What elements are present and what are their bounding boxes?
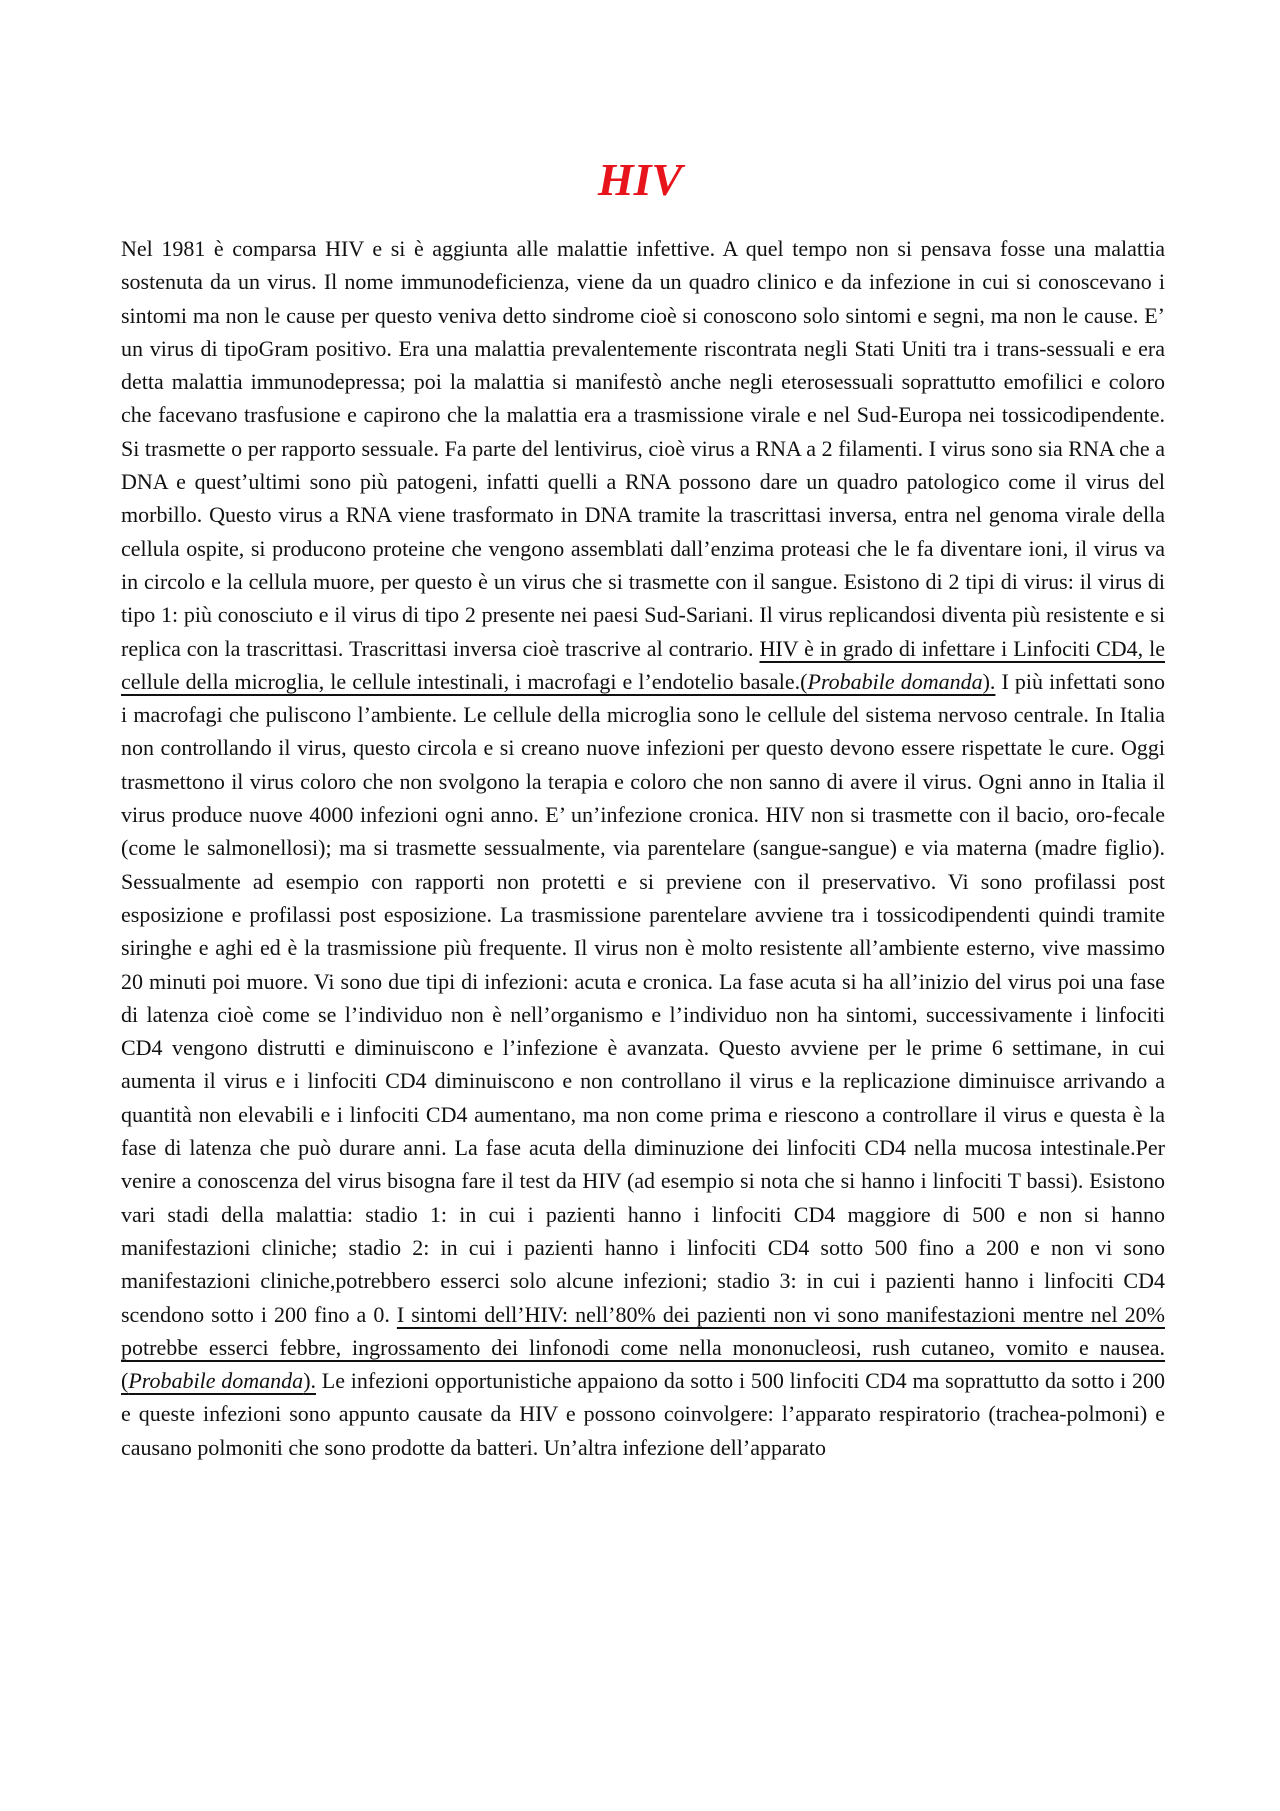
body-segment: I più infettati sono i macrofagi che puliscono l’ambiente. Le cellule della microglia sono le cellule del sistema nervoso centrale. In Italia non controllando il virus, questo circola e si creano nuove infezioni per questo devono essere rispettate le cure. Oggi trasmettono il virus coloro che non svolgono la terapia e coloro che non sanno di avere il virus. Ogni anno in Italia il virus produce nuove 4000 infezioni ogni anno. E’ un’infezione cronica. HIV non si trasmette con il bacio, oro-fecale (come le salmonellosi); ma si trasmette sessualmente, via parentelare (sangue-sangue) e via materna (madre figlio). Sessualmente ad esempio con rapporti non protetti e si previene con il preservativo. Vi sono profilassi post esposizione e profilassi post esposizione. La trasmissione parentelare avviene tra i tossicodipendenti quindi tramite siringhe e aghi ed è la trasmissione più frequente. Il virus non è molto resistente all’ambiente esterno, vive massimo 20 minuti poi muore. Vi sono due tipi di infezioni: acuta e cronica. La fase acuta si ha all’inizio del virus poi una fase di latenza cioè come se l’individuo non è nell’organismo e l’individuo non ha sintomi, successivamente i linfociti CD4 vengono distrutti e diminuiscono e l’infezione è avanzata. Questo avviene per le prime 6 settimane, in cui aumenta il virus e i linfociti CD4 diminuiscono e non controllano il virus e la replicazione diminuisce arrivando a quantità non elevabili e i linfociti CD4 aumentano, ma non come prima e riescono a controllare il virus e questa è la fase di latenza che può durare anni. La fase acuta della diminuzione dei linfociti CD4 nella mucosa intestinale.Per venire a conoscenza del virus bisogna fare il test da HIV (ad esempio si nota che si hanno i linfociti T bassi). Esistono vari stadi della malattia: stadio 1: in cui i pazienti hanno i linfociti CD4 maggiore di 500 e non si hanno manifestazioni cliniche; stadio 2: in cui i pazienti hanno i linfociti CD4 sotto 500 fino a 200 e non vi sono manifestazioni cliniche,potrebbero esserci solo alcune infezioni; stadio 3: in cui i pazienti hanno i linfociti CD4 scendono sotto i 200 fino a 0. [121,668,1166,1327]
body-segment: Le infezioni opportunistiche appaiono da sotto i 500 linfociti CD4 ma soprattutto da sotto i 200 e queste infezioni sono appunto causate da HIV e possono coinvolgere: l’apparato respiratorio (trachea-polmoni) e causano polmoniti che sono prodotte da batteri. Un’altra infezione dell’apparato [121,1368,1166,1460]
probable-question-label: Probabile domanda [807,668,983,694]
underlined-exam-note: HIV è in grado di infettare i Linfociti CD4, le cellule della microglia, le cellule intestinali, i macrofagi e l’endotelio basale.( [121,635,1165,694]
document-title: HIV [597,154,683,205]
underlined-symptoms-note: I sintomi dell’HIV: nell’80% dei pazienti non vi sono manifestazioni mentre nel 20% potrebbe esserci febbre, ingrossamento dei linfonodi come nella mononucleosi, rush cutaneo, vomito e nausea.( [121,1301,1165,1394]
document-body [121,232,1165,1464]
underlined-exam-note-end: ). [982,668,996,694]
underlined-symptoms-note-end: ). [303,1368,317,1394]
probable-question-label: Probabile domanda [128,1368,304,1394]
body-segment: Nel 1981 è comparsa HIV e si è aggiunta alle malattie infettive. A quel tempo non si pensava fosse una malattia sostenuta da un virus. Il nome immunodeficienza, viene da un quadro clinico e da infezione in cui si conoscevano i sintomi ma non le cause per questo veniva detto sindrome cioè si conoscono solo sintomi e segni, ma non le cause. E’ un virus di tipoGram positivo. Era una malattia prevalentemente riscontrata negli Stati Uniti tra i trans-sessuali e era detta malattia immunodepressa; poi la malattia si manifestò anche negli eterosessuali soprattutto emofilici e coloro che facevano trasfusione e capirono che la malattia era a trasmissione virale e nel Sud-Europa nei tossicodipendente. Si trasmette o per rapporto sessuale. Fa parte del lentivirus, cioè virus a RNA a 2 filamenti. I virus sono sia RNA che a DNA e quest’ultimi sono più patogeni, infatti quelli a RNA possono dare un quadro patologico come il virus del morbillo. Questo virus a RNA viene trasformato in DNA tramite la trascrittasi inversa, entra nel genoma virale della cellula ospite, si producono proteine che vengono assemblati dall’enzima proteasi che le fa diventare ioni, il virus va in circolo e la cellula muore, per questo è un virus che si trasmette con il sangue. Esistono di 2 tipi di virus: il virus di tipo 1: più conosciuto e il virus di tipo 2 presente nei paesi Sud-Sariani. Il virus replicandosi diventa più resistente e si replica con la trascrittasi. Trascrittasi inversa cioè trascrive al contrario. [121,236,1165,661]
